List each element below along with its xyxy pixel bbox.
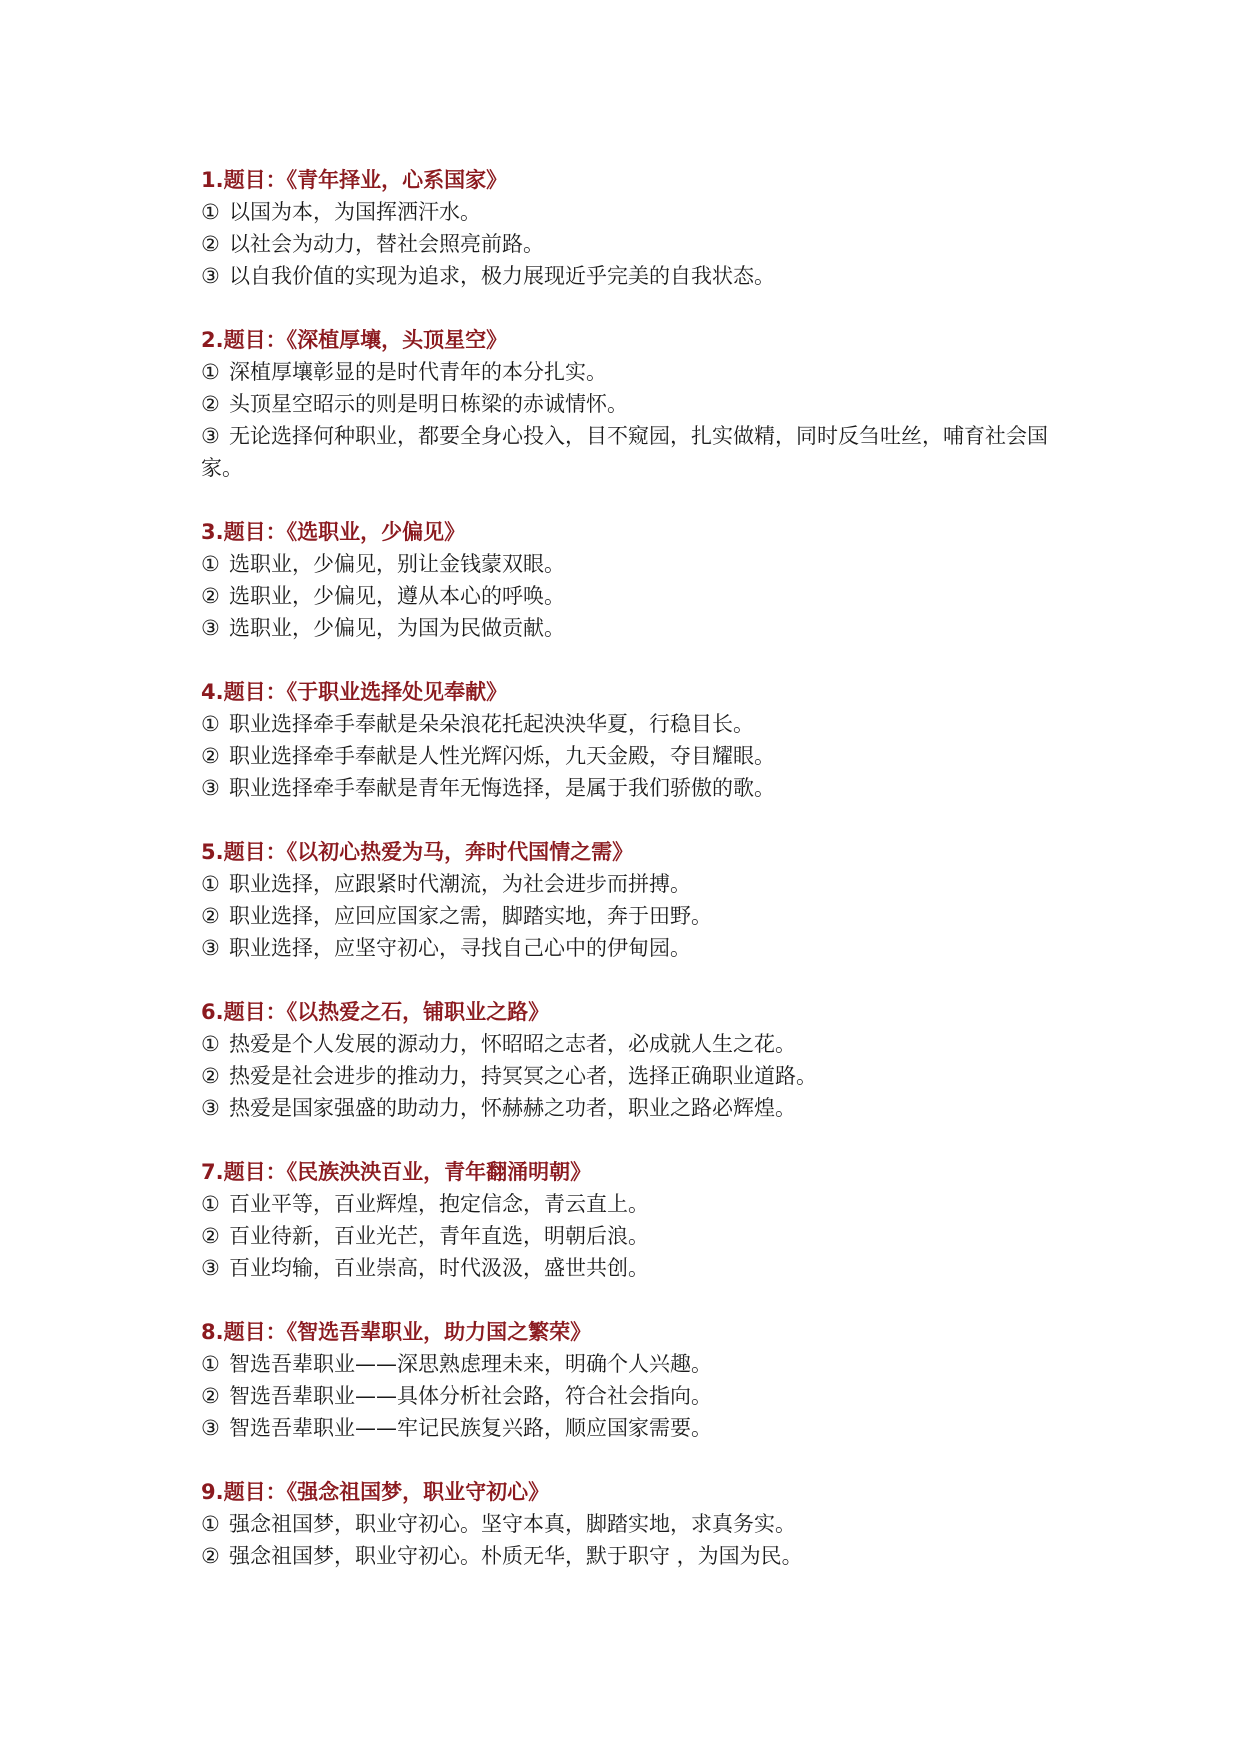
list-item bbox=[201, 1252, 1051, 1284]
item-text: 无论选择何种职业，都要全身心投入，目不窥园，扎实做精，同时反刍吐丝，哺育社会国家。 bbox=[201, 424, 1048, 480]
list-item bbox=[201, 356, 1051, 388]
item-number: ① bbox=[201, 872, 220, 896]
item-number: ① bbox=[201, 552, 220, 576]
topic-title: 3.题目：《选职业，少偏见》 bbox=[201, 520, 466, 544]
item-text: 职业选择牵手奉献是人性光辉闪烁，九天金殿，夺目耀眼。 bbox=[229, 744, 775, 768]
list-item bbox=[201, 1028, 1051, 1060]
topic-section bbox=[201, 1476, 1051, 1572]
item-text: 热爱是个人发展的源动力，怀昭昭之志者，必成就人生之花。 bbox=[229, 1032, 796, 1056]
item-number: ② bbox=[201, 744, 220, 768]
topic-section bbox=[201, 164, 1051, 292]
item-text: 职业选择，应回应国家之需，脚踏实地，奔于田野。 bbox=[229, 904, 712, 928]
topic-title: 1.题目：《青年择业，心系国家》 bbox=[201, 168, 508, 192]
list-item bbox=[201, 772, 1051, 804]
item-number: ① bbox=[201, 200, 220, 224]
topic-section bbox=[201, 324, 1051, 484]
list-item bbox=[201, 612, 1051, 644]
list-item bbox=[201, 420, 1051, 484]
item-number: ③ bbox=[201, 264, 220, 288]
item-text: 热爱是社会进步的推动力，持冥冥之心者，选择正确职业道路。 bbox=[229, 1064, 817, 1088]
topic-title: 6.题目：《以热爱之石，铺职业之路》 bbox=[201, 1000, 550, 1024]
list-item bbox=[201, 196, 1051, 228]
item-number: ② bbox=[201, 1224, 220, 1248]
item-number: ① bbox=[201, 360, 220, 384]
item-text: 选职业，少偏见，别让金钱蒙双眼。 bbox=[229, 552, 565, 576]
item-number: ③ bbox=[201, 616, 220, 640]
item-number: ② bbox=[201, 1384, 220, 1408]
topic-section bbox=[201, 836, 1051, 964]
item-text: 百业待新，百业光芒，青年直选，明朝后浪。 bbox=[229, 1224, 649, 1248]
list-item bbox=[201, 1540, 1051, 1572]
item-number: ③ bbox=[201, 776, 220, 800]
topic-section bbox=[201, 1156, 1051, 1284]
topic-section bbox=[201, 676, 1051, 804]
item-text: 智选吾辈职业——深思熟虑理未来，明确个人兴趣。 bbox=[229, 1352, 712, 1376]
list-item bbox=[201, 1380, 1051, 1412]
list-item bbox=[201, 580, 1051, 612]
item-text: 职业选择，应跟紧时代潮流，为社会进步而拼搏。 bbox=[229, 872, 691, 896]
list-item bbox=[201, 740, 1051, 772]
item-number: ② bbox=[201, 232, 220, 256]
list-item bbox=[201, 388, 1051, 420]
item-number: ① bbox=[201, 1192, 220, 1216]
item-number: ② bbox=[201, 904, 220, 928]
item-number: ③ bbox=[201, 1416, 220, 1440]
list-item bbox=[201, 1220, 1051, 1252]
item-number: ③ bbox=[201, 1256, 220, 1280]
item-text: 深植厚壤彰显的是时代青年的本分扎实。 bbox=[229, 360, 607, 384]
item-text: 智选吾辈职业——具体分析社会路，符合社会指向。 bbox=[229, 1384, 712, 1408]
list-item bbox=[201, 260, 1051, 292]
item-text: 百业均输，百业崇高，时代汲汲，盛世共创。 bbox=[229, 1256, 649, 1280]
item-number: ③ bbox=[201, 1096, 220, 1120]
list-item bbox=[201, 1348, 1051, 1380]
topic-title: 9.题目：《强念祖国梦，职业守初心》 bbox=[201, 1480, 550, 1504]
item-text: 选职业，少偏见，遵从本心的呼唤。 bbox=[229, 584, 565, 608]
item-text: 强念祖国梦，职业守初心。坚守本真，脚踏实地，求真务实。 bbox=[229, 1512, 796, 1536]
item-text: 以社会为动力，替社会照亮前路。 bbox=[229, 232, 544, 256]
topic-title: 5.题目：《以初心热爱为马，奔时代国情之需》 bbox=[201, 840, 634, 864]
list-item bbox=[201, 228, 1051, 260]
item-number: ② bbox=[201, 1544, 220, 1568]
item-number: ② bbox=[201, 1064, 220, 1088]
topic-title: 8.题目：《智选吾辈职业，助力国之繁荣》 bbox=[201, 1320, 592, 1344]
item-text: 百业平等，百业辉煌，抱定信念，青云直上。 bbox=[229, 1192, 649, 1216]
item-text: 以国为本，为国挥洒汗水。 bbox=[229, 200, 481, 224]
item-text: 智选吾辈职业——牢记民族复兴路，顺应国家需要。 bbox=[229, 1416, 712, 1440]
item-number: ③ bbox=[201, 424, 220, 448]
list-item bbox=[201, 1508, 1051, 1540]
item-text: 职业选择牵手奉献是朵朵浪花托起泱泱华夏，行稳目长。 bbox=[229, 712, 754, 736]
item-text: 强念祖国梦，职业守初心。朴质无华，默于职守 ，为国为民。 bbox=[229, 1544, 803, 1568]
topic-title: 7.题目：《民族泱泱百业，青年翻涌明朝》 bbox=[201, 1160, 592, 1184]
document-page bbox=[201, 164, 1051, 1604]
item-text: 热爱是国家强盛的助动力，怀赫赫之功者，职业之路必辉煌。 bbox=[229, 1096, 796, 1120]
item-number: ① bbox=[201, 712, 220, 736]
list-item bbox=[201, 1092, 1051, 1124]
topic-section bbox=[201, 516, 1051, 644]
topic-section bbox=[201, 996, 1051, 1124]
item-text: 职业选择牵手奉献是青年无悔选择，是属于我们骄傲的歌。 bbox=[229, 776, 775, 800]
item-number: ② bbox=[201, 392, 220, 416]
item-number: ① bbox=[201, 1512, 220, 1536]
list-item bbox=[201, 932, 1051, 964]
topic-title: 2.题目：《深植厚壤，头顶星空》 bbox=[201, 328, 508, 352]
list-item bbox=[201, 708, 1051, 740]
list-item bbox=[201, 1188, 1051, 1220]
list-item bbox=[201, 868, 1051, 900]
item-number: ③ bbox=[201, 936, 220, 960]
list-item bbox=[201, 548, 1051, 580]
item-text: 以自我价值的实现为追求，极力展现近乎完美的自我状态。 bbox=[229, 264, 775, 288]
item-text: 头顶星空昭示的则是明日栋梁的赤诚情怀。 bbox=[229, 392, 628, 416]
item-text: 选职业，少偏见，为国为民做贡献。 bbox=[229, 616, 565, 640]
item-number: ② bbox=[201, 584, 220, 608]
topic-title: 4.题目：《于职业选择处见奉献》 bbox=[201, 680, 508, 704]
topic-section bbox=[201, 1316, 1051, 1444]
list-item bbox=[201, 900, 1051, 932]
list-item bbox=[201, 1060, 1051, 1092]
item-number: ① bbox=[201, 1352, 220, 1376]
list-item bbox=[201, 1412, 1051, 1444]
item-number: ① bbox=[201, 1032, 220, 1056]
item-text: 职业选择，应坚守初心，寻找自己心中的伊甸园。 bbox=[229, 936, 691, 960]
